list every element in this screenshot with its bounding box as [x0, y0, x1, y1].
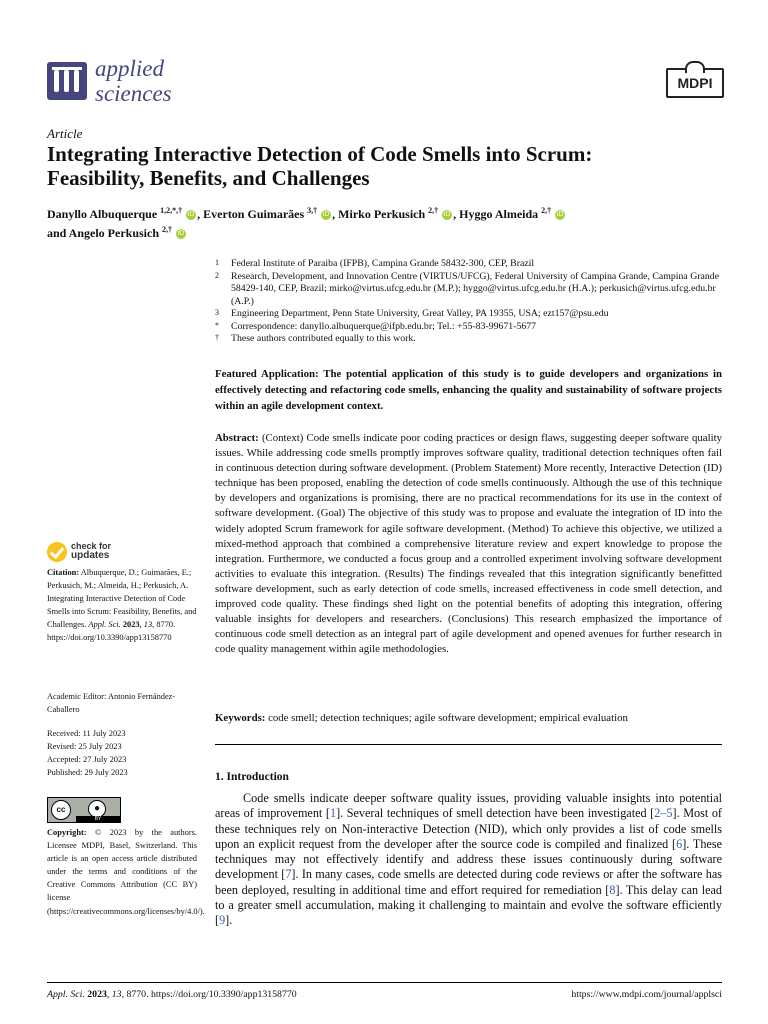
- footer-year: 2023: [87, 989, 107, 1000]
- by-label: BY: [76, 816, 120, 822]
- check-line1: check for: [71, 541, 112, 551]
- history-dates: [47, 727, 197, 779]
- footer-citation: Appl. Sci. 2023, 13, 8770. https://doi.org/10.3390/app13158770: [47, 989, 297, 1000]
- citation-text: Albuquerque, D.; Guimarães, E.; Perkusich, M.; Almeida, H.; Perkusich, A. Integrating Interactive Detection of Code Smells into Scrum: Feasibility, Benefits, and Challenges.: [47, 568, 197, 630]
- abstract: [215, 431, 722, 657]
- intro-text: ]. In many cases, code smells are detected during code reviews or after the software has been deployed, resulting in additional time and effort required for remediation [: [215, 867, 722, 897]
- author-affil-marks: 2,†: [162, 225, 173, 234]
- citation-link[interactable]: 1: [329, 806, 337, 821]
- affiliation-item: [215, 333, 725, 346]
- received-date: Received: 11 July 2023: [47, 729, 126, 738]
- author-affil-marks: 2,†: [541, 206, 552, 215]
- check-for-updates-label: [71, 542, 111, 560]
- journal-name-line2: sciences: [95, 81, 172, 106]
- copyright-label: Copyright:: [47, 828, 87, 837]
- intro-text: ]. This delay can lead to a greater smell accumulation, making it challenging to maintain and evolve the software efficiently [: [215, 882, 723, 928]
- citation-year: 2023: [122, 620, 140, 630]
- author-list: [47, 203, 727, 241]
- author-separator: ,: [197, 207, 204, 221]
- affiliation-mark: 3: [215, 308, 219, 317]
- keywords: [215, 711, 722, 726]
- editor-name: Antonio Fernández-Caballero: [47, 692, 176, 715]
- intro-paragraph: [215, 791, 722, 929]
- abstract-label: Abstract:: [215, 432, 259, 444]
- footer-journal-url[interactable]: https://www.mdpi.com/journal/applsci: [571, 989, 722, 1000]
- intro-text: Code smells indicate deeper software quality issues, providing valuable insights into potential areas of improvement [: [215, 791, 722, 821]
- section-heading: 1. Introduction: [215, 771, 289, 783]
- citation-doi[interactable]: , 8770. https://doi.org/10.3390/app13158770: [47, 620, 176, 643]
- affiliation-mark: 2: [215, 270, 219, 280]
- intro-text: ]. These techniques may not effectively identify and address these issues continuously during software development [: [215, 836, 722, 882]
- check-line2: updates: [71, 550, 110, 561]
- author-name[interactable]: Hyggo Almeida: [459, 207, 539, 221]
- abstract-text: (Context) Code smells indicate poor coding practices or design flaws, suggesting deeper software quality issues. While addressing code smells promptly improves software quality, traditional detection techniques often fail in continuous detection during software development. (Problem Statement) More recently, Interactive Detection (ID) technique has been proposed, enabling the detection of code smells continuously. Although the use of this technique by developers and organizations is promising, there are no practical recommendations for its use in the context of software development. (Goal) The objective of this study was to propose and evaluate the integration of ID into the widely adopted Scrum framework for agile software development. (Method) To achieve this objective, we utilized a mixed-method approach that combined a comprehensive literature review and expert knowledge to propose the integration. Furthermore, we conducted a focus group and a controlled experiment involving software development activities to evaluate this integration. (Results) The findings revealed that this integration significantly benefitted software development, such as early detection of code smells, increased effectiveness in code smell detection, and improved code quality. These findings shed light on the potential benefits of adopting this integration, offering valuable insights for developers and researchers. (Conclusions) This research emphasized the importance of continuous code smell detection as an integral part of agile development and opened avenues for further research in code quality management within agile methodologies.: [215, 432, 722, 656]
- accepted-date: Accepted: 27 July 2023: [47, 755, 127, 765]
- check-for-updates-badge[interactable]: [47, 540, 157, 564]
- citation-link[interactable]: 7: [285, 867, 292, 882]
- author-separator: ,: [453, 207, 460, 221]
- author-name[interactable]: Mirko Perkusich: [338, 207, 426, 221]
- citation-block: Citation: Albuquerque, D.; Guimarães, E.; Perkusich, M.; Almeida, H.; Perkusich, A. Integrating Interactive Detection of Code Smells into Scrum: Feasibility, Benefits, and Challenges. Appl. Sci. 2023, 13, 8770. https://doi.org/10.3390/app13158770: [47, 568, 197, 643]
- revised-date: Revised: 25 July 2023: [47, 742, 122, 752]
- intro-text: ]. Several techniques of smell detection have been investigated [: [336, 806, 655, 821]
- author-affil-marks: 2,†: [428, 206, 439, 215]
- journal-name: [95, 56, 172, 106]
- affiliation-text: Correspondence: danyllo.albuquerque@ifpb.edu.br; Tel.: +55-83-99671-5677: [231, 320, 537, 332]
- affiliation-text: Federal Institute of Paraiba (IFPB), Campina Grande 58432-300, CEP, Brazil: [231, 258, 535, 269]
- journal-logo-icon: [47, 62, 87, 100]
- author-name[interactable]: Everton Guimarães: [203, 207, 305, 221]
- citation-link[interactable]: 8: [609, 882, 616, 897]
- copyright-text: © 2023 by the authors. Licensee MDPI, Basel, Switzerland. This article is an open access article distributed under the terms and conditions of the Creative Commons Attribution (CC BY) license (https://creativecommons.org/licenses/by/4.0/).: [47, 828, 205, 916]
- section-divider: [215, 744, 722, 745]
- editor-label: Academic Editor:: [47, 692, 107, 701]
- author-separator: ,: [332, 207, 339, 221]
- orcid-icon[interactable]: iD: [187, 211, 195, 219]
- citation-volume: 13: [143, 620, 153, 630]
- article-type: Article: [47, 126, 83, 141]
- orcid-icon[interactable]: iD: [177, 230, 185, 238]
- citation-link[interactable]: 6: [676, 836, 683, 851]
- author-name[interactable]: Danyllo Albuquerque: [47, 207, 158, 221]
- title-line1: Integrating Interactive Detection of Code Smells into Scrum:: [47, 142, 593, 166]
- orcid-icon[interactable]: iD: [322, 211, 330, 219]
- intro-text: ]. Most of these techniques rely on Non-interactive Detection (NID), which only provides a list of code smells upon an explicit request from the developer after the source code is compiled and finalized [: [215, 806, 722, 851]
- featured-application: Featured Application: The potential application of this study is to guide developers and organizations in effectively detecting and refactoring code smells, enhancing the quality and sustainability of software projects within an agile development context.: [215, 368, 722, 412]
- affiliation-item: [215, 321, 725, 334]
- affiliation-list: [215, 258, 725, 346]
- affiliation-item: [215, 271, 725, 309]
- journal-name-line1: applied: [95, 56, 164, 81]
- orcid-icon[interactable]: iD: [556, 211, 564, 219]
- affiliation-item: [215, 258, 725, 271]
- copyright-notice: [47, 826, 205, 918]
- footer-journal: Appl. Sci.: [47, 989, 85, 1000]
- affiliation-mark: 1: [215, 258, 219, 267]
- affiliation-text: These authors contributed equally to this work.: [231, 333, 416, 344]
- citation-link[interactable]: 2–5: [654, 806, 673, 821]
- keywords-label: Keywords:: [215, 712, 266, 724]
- footer-divider: [47, 982, 722, 983]
- author-affil-marks: 3,†: [307, 206, 318, 215]
- intro-text: ].: [225, 913, 233, 928]
- affiliation-mark: *: [215, 320, 219, 330]
- check-icon: [47, 542, 67, 562]
- cc-by-license-icon[interactable]: [47, 797, 121, 823]
- person-icon: ●: [88, 800, 106, 818]
- citation-link[interactable]: 9: [219, 913, 226, 928]
- publisher-logo[interactable]: MDPI: [666, 68, 724, 98]
- published-date: Published: 29 July 2023: [47, 768, 128, 778]
- footer-doi[interactable]: , 8770. https://doi.org/10.3390/app13158770: [121, 989, 297, 1000]
- affiliation-mark: †: [215, 333, 219, 342]
- keywords-text: code smell; detection techniques; agile software development; empirical evaluation: [268, 712, 628, 724]
- citation-journal: Appl. Sci.: [88, 620, 121, 630]
- orcid-icon[interactable]: iD: [443, 211, 451, 219]
- cc-icon: cc: [51, 800, 71, 820]
- affiliation-text: Engineering Department, Penn State University, Great Valley, PA 19355, USA; ezt157@psu.edu: [231, 308, 609, 319]
- paper-title: [47, 142, 737, 190]
- author-affil-marks: 1,2,*,†: [160, 206, 183, 215]
- footer-volume: 13: [111, 989, 122, 1000]
- citation-label: Citation:: [47, 568, 80, 577]
- academic-editor: [47, 690, 197, 716]
- affiliation-item: [215, 308, 725, 321]
- author-name[interactable]: and Angelo Perkusich: [47, 226, 160, 240]
- title-line2: Feasibility, Benefits, and Challenges: [47, 166, 370, 190]
- affiliation-text: Research, Development, and Innovation Centre (VIRTUS/UFCG), Federal University of Campina Grande, Campina Grande 58429-140, CEP, Brazil; mirko@virtus.ufcg.edu.br (M.P.); hyggo@virtus.ufcg.edu.br (H.A.); perkusich@virtus.ufcg.edu.br (A.P.): [231, 270, 720, 307]
